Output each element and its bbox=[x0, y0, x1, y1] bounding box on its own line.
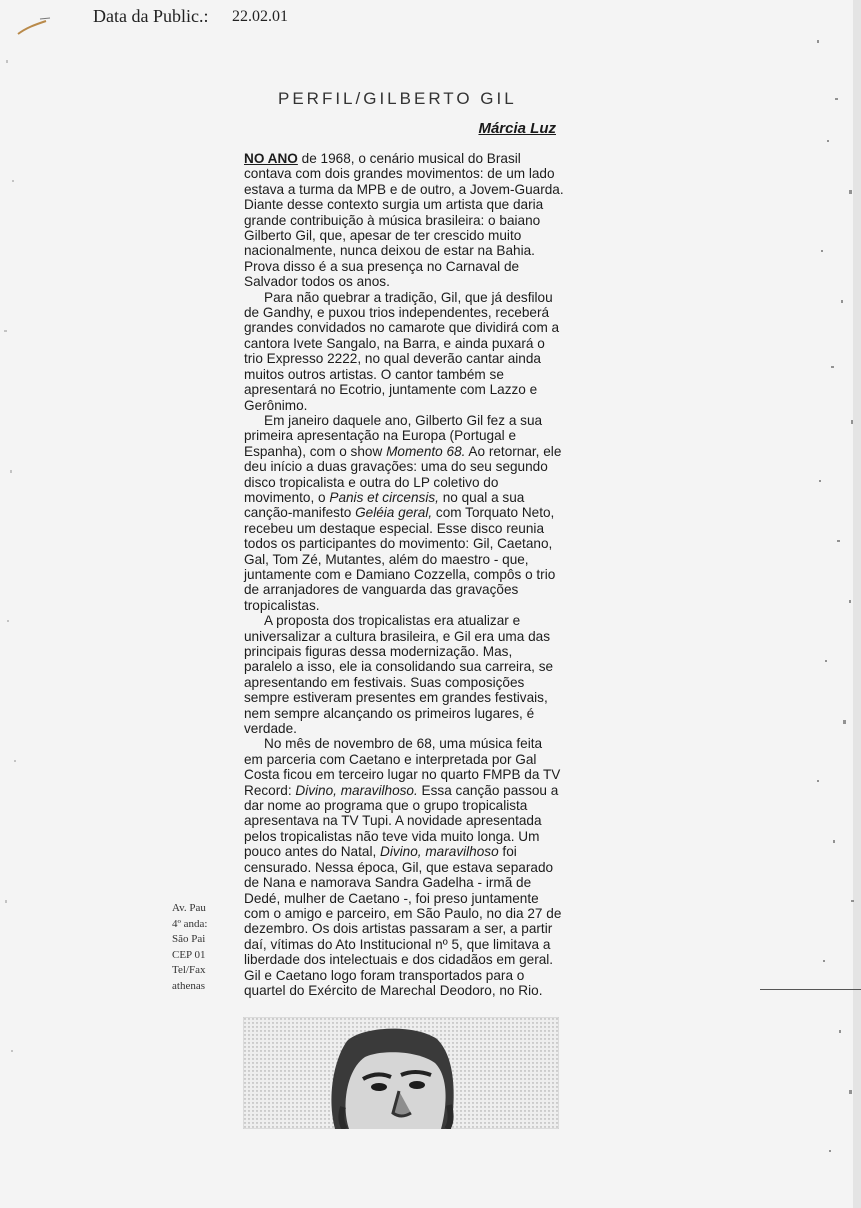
address-line: Av. Pau bbox=[172, 902, 206, 914]
scan-edge-right bbox=[805, 0, 861, 1208]
section-title: PERFIL/GILBERTO GIL bbox=[278, 89, 517, 109]
publication-date-label: Data da Public.: bbox=[93, 6, 209, 26]
address-line: 4º anda: bbox=[172, 917, 208, 930]
address-line: Tel/Fax bbox=[172, 964, 206, 977]
address-line: CEP 01 bbox=[172, 948, 206, 961]
article-body bbox=[244, 151, 564, 998]
article-paragraph: No mês de novembro de 68, uma música feita em parceria com Caetano e interpretada por Gal Costa ficou em terceiro lugar no quarto FMPB da TV Record: Divino, maravilhoso. Essa canção passou a dar nome ao programa que o grupo tropicalista apresentava na TV Tupi. A novidade apresentada pelos tropicalistas não teve vida muito longa. Um pouco antes do Natal, Divino, maravilhoso foi censurado. Nessa época, Gil, que estava separado de Nana e namorava Sandra Gadelha - irmã de Dedé, mulher de Caetano -, foi preso juntamente com o amigo e parceiro, em São Paulo, no dia 27 de dezembro. Os dois artistas passaram a ser, a partir daí, vítimas do Ato Institucional nº 5, que limitava a liberdade dos intelectuais e dos cidadãos em geral. Gil e Caetano logo foram transportados para o quartel do Exército de Marechal Deodoro, no Rio. bbox=[244, 736, 562, 998]
publication-date: 22.02.01 bbox=[232, 8, 288, 25]
article-paragraph: Para não quebrar a tradição, Gil, que já desfilou de Gandhy, e puxou trios independentes, receberá grandes convidados no camarote que dividirá com a cantora Ivete Sangalo, na Barra, e ainda puxará o trio Expresso 2222, no qual deverão cantar ainda muitos outros artistas. O cantor também se apresentará no Ecotrio, juntamente com Lazzo e Gerônimo. bbox=[244, 289, 560, 413]
address-line: São Pai bbox=[172, 933, 206, 946]
lead-in: NO ANO bbox=[244, 151, 298, 166]
scan-rule-line bbox=[760, 989, 861, 990]
article-paragraph: A proposta dos tropicalistas era atualizar e universalizar a cultura brasileira, e Gil era uma das principais figuras dessa modernização. Mas, paralelo a isso, ele ia consolidando sua carreira, se apresentando em festivais. Suas composições sempre estiveram presentes em grandes festivais, nem sempre alcançando os primeiros lugares, é verdade. bbox=[244, 613, 554, 737]
address-line: athenas bbox=[172, 979, 205, 992]
portrait-photo bbox=[243, 1017, 559, 1129]
article-paragraph: NO ANO de 1968, o cenário musical do Brasil contava com dois grandes movimentos: de um lado estava a turma da MPB e de outro, a Jovem-Guarda. Diante desse contexto surgia um artista que daria grande contribuição à música brasileira: o baiano Gilberto Gil, que, apesar de ter crescido muito nacionalmente, nunca deixou de estar na Bahia. Prova disso é a sua presença no Carnaval de Salvador todos os anos. bbox=[244, 151, 564, 290]
scan-edge-left bbox=[0, 0, 40, 1208]
address-fragment bbox=[172, 901, 216, 995]
pen-mark bbox=[16, 16, 56, 38]
author-byline: Márcia Luz bbox=[478, 120, 556, 137]
article-paragraph: Em janeiro daquele ano, Gilberto Gil fez a sua primeira apresentação na Europa (Portugal e Espanha), com o show Momento 68. Ao retornar, ele deu início a duas gravações: uma do seu segundo disco tropicalista e outra do LP coletivo do movimento, o Panis et circensis, no qual a sua canção-manifesto Geléia geral, com Torquato Neto, recebeu um destaque especial. Esse disco reunia todos os participantes do movimento: Gil, Caetano, Gal, Tom Zé, Mutantes, além do maestro - que, juntamente com e Damiano Cozzella, compôs o trio de arranjadores de vanguarda das gravações tropicalistas. bbox=[244, 412, 562, 613]
